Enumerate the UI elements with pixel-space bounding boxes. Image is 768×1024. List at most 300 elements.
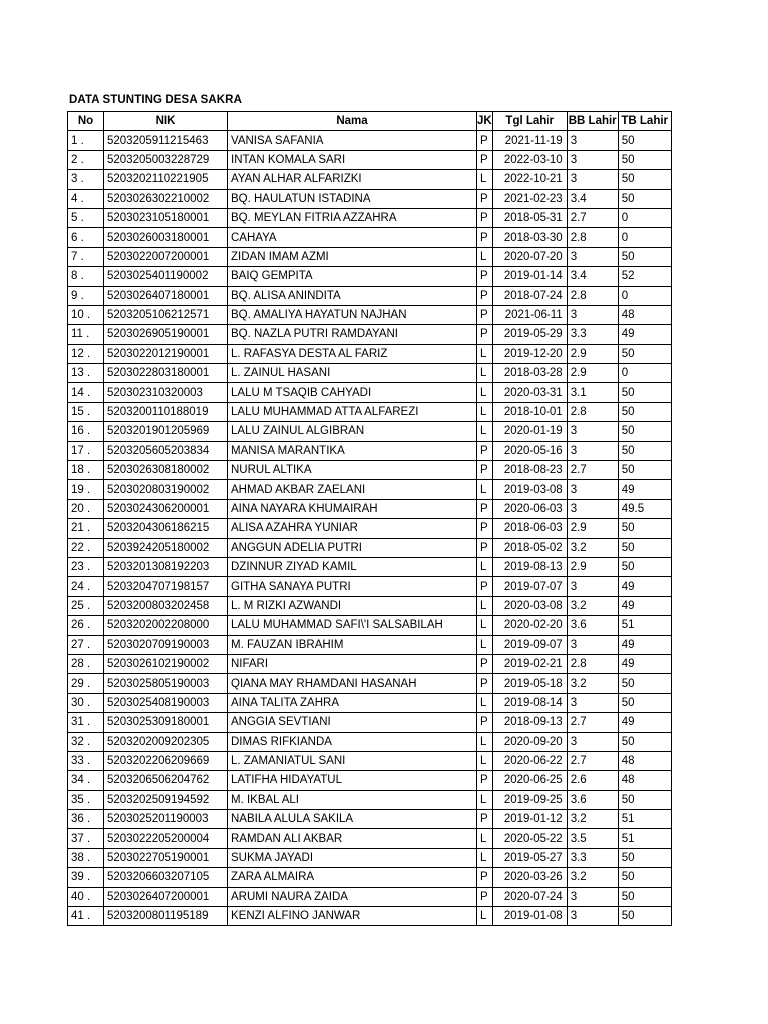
- cell-nik: 5203025805190003: [104, 674, 228, 693]
- cell-nama: AINA TALITA ZAHRA: [228, 693, 477, 712]
- cell-no: 5 .: [68, 208, 104, 227]
- cell-tb-lahir: 51: [618, 829, 671, 848]
- cell-nama: L. ZAMANIATUL SANI: [228, 751, 477, 770]
- table-row: [68, 131, 672, 150]
- cell-nama: NIFARI: [228, 654, 477, 673]
- cell-nik: 5203022205200004: [104, 829, 228, 848]
- cell-jk: L: [477, 422, 493, 441]
- cell-jk: P: [477, 325, 493, 344]
- cell-tgl-lahir: 2019-05-27: [492, 848, 567, 867]
- table-row: [68, 713, 672, 732]
- cell-bb-lahir: 3.2: [567, 596, 618, 615]
- cell-nik: 5203023105180001: [104, 208, 228, 227]
- table-body: [68, 131, 672, 926]
- table-row: [68, 693, 672, 712]
- cell-tgl-lahir: 2020-03-26: [492, 868, 567, 887]
- cell-tgl-lahir: 2021-02-23: [492, 189, 567, 208]
- cell-tb-lahir: 49: [618, 596, 671, 615]
- table-row: [68, 771, 672, 790]
- cell-nik: 5203025201190003: [104, 810, 228, 829]
- cell-jk: P: [477, 208, 493, 227]
- cell-no: 21 .: [68, 519, 104, 538]
- table-row: [68, 790, 672, 809]
- table-row: [68, 228, 672, 247]
- cell-bb-lahir: 3.6: [567, 790, 618, 809]
- cell-nik: 5203202206209669: [104, 751, 228, 770]
- cell-no: 23 .: [68, 557, 104, 576]
- table-row: [68, 461, 672, 480]
- table-row: [68, 305, 672, 324]
- cell-bb-lahir: 3: [567, 170, 618, 189]
- cell-nama: BQ. ALISA ANINDITA: [228, 286, 477, 305]
- cell-nik: 5203022012190001: [104, 344, 228, 363]
- cell-tgl-lahir: 2020-07-24: [492, 887, 567, 906]
- cell-tgl-lahir: 2018-05-02: [492, 538, 567, 557]
- cell-tb-lahir: 0: [618, 286, 671, 305]
- cell-bb-lahir: 3: [567, 693, 618, 712]
- cell-tb-lahir: 50: [618, 189, 671, 208]
- table-row: [68, 577, 672, 596]
- cell-no: 33 .: [68, 751, 104, 770]
- cell-jk: P: [477, 887, 493, 906]
- cell-bb-lahir: 2.8: [567, 402, 618, 421]
- table-row: [68, 868, 672, 887]
- cell-nik: 5203022007200001: [104, 247, 228, 266]
- cell-tgl-lahir: 2020-09-20: [492, 732, 567, 751]
- table-row: [68, 674, 672, 693]
- cell-tb-lahir: 50: [618, 907, 671, 926]
- cell-bb-lahir: 3: [567, 480, 618, 499]
- cell-tgl-lahir: 2018-03-30: [492, 228, 567, 247]
- cell-no: 30 .: [68, 693, 104, 712]
- cell-bb-lahir: 3.3: [567, 848, 618, 867]
- cell-jk: L: [477, 402, 493, 421]
- cell-bb-lahir: 2.8: [567, 654, 618, 673]
- cell-tb-lahir: 51: [618, 616, 671, 635]
- table-row: [68, 383, 672, 402]
- cell-no: 16 .: [68, 422, 104, 441]
- cell-bb-lahir: 3: [567, 131, 618, 150]
- cell-no: 34 .: [68, 771, 104, 790]
- cell-nama: RAMDAN ALI AKBAR: [228, 829, 477, 848]
- cell-tb-lahir: 50: [618, 422, 671, 441]
- table-row: [68, 344, 672, 363]
- cell-bb-lahir: 3: [567, 422, 618, 441]
- cell-tb-lahir: 0: [618, 208, 671, 227]
- table-row: [68, 402, 672, 421]
- cell-tb-lahir: 0: [618, 228, 671, 247]
- cell-tgl-lahir: 2021-11-19: [492, 131, 567, 150]
- cell-bb-lahir: 3.2: [567, 868, 618, 887]
- cell-jk: P: [477, 810, 493, 829]
- cell-tb-lahir: 50: [618, 519, 671, 538]
- cell-tb-lahir: 49: [618, 713, 671, 732]
- cell-tgl-lahir: 2020-06-22: [492, 751, 567, 770]
- cell-nama: AHMAD AKBAR ZAELANI: [228, 480, 477, 499]
- cell-tb-lahir: 50: [618, 170, 671, 189]
- cell-no: 36 .: [68, 810, 104, 829]
- cell-nama: LATIFHA HIDAYATUL: [228, 771, 477, 790]
- cell-nama: ANGGIA SEVTIANI: [228, 713, 477, 732]
- header-tb-lahir: TB Lahir: [618, 112, 671, 131]
- cell-bb-lahir: 3.2: [567, 538, 618, 557]
- cell-nik: 5203026302210002: [104, 189, 228, 208]
- cell-tgl-lahir: 2019-01-14: [492, 267, 567, 286]
- table-row: [68, 480, 672, 499]
- cell-tgl-lahir: 2019-05-18: [492, 674, 567, 693]
- table-row: [68, 887, 672, 906]
- cell-nama: ZIDAN IMAM AZMI: [228, 247, 477, 266]
- cell-no: 7 .: [68, 247, 104, 266]
- document-title: DATA STUNTING DESA SAKRA: [69, 94, 242, 106]
- cell-no: 29 .: [68, 674, 104, 693]
- cell-tb-lahir: 48: [618, 751, 671, 770]
- cell-tgl-lahir: 2021-06-11: [492, 305, 567, 324]
- cell-nama: L. ZAINUL HASANI: [228, 364, 477, 383]
- table-row: [68, 635, 672, 654]
- cell-bb-lahir: 3.4: [567, 267, 618, 286]
- cell-jk: P: [477, 499, 493, 518]
- cell-nama: GITHA SANAYA PUTRI: [228, 577, 477, 596]
- cell-tgl-lahir: 2022-03-10: [492, 150, 567, 169]
- cell-tb-lahir: 50: [618, 674, 671, 693]
- cell-jk: L: [477, 557, 493, 576]
- cell-bb-lahir: 3: [567, 732, 618, 751]
- cell-nama: DIMAS RIFKIANDA: [228, 732, 477, 751]
- cell-tgl-lahir: 2020-02-20: [492, 616, 567, 635]
- cell-jk: L: [477, 693, 493, 712]
- cell-nama: NABILA ALULA SAKILA: [228, 810, 477, 829]
- cell-nik: 5203204306186215: [104, 519, 228, 538]
- cell-no: 14 .: [68, 383, 104, 402]
- cell-bb-lahir: 2.7: [567, 461, 618, 480]
- header-tgl-lahir: Tgl Lahir: [492, 112, 567, 131]
- cell-bb-lahir: 2.7: [567, 208, 618, 227]
- cell-nama: BQ. AMALIYA HAYATUN NAJHAN: [228, 305, 477, 324]
- cell-tgl-lahir: 2018-09-13: [492, 713, 567, 732]
- cell-tb-lahir: 52: [618, 267, 671, 286]
- cell-jk: L: [477, 480, 493, 499]
- cell-jk: P: [477, 228, 493, 247]
- cell-no: 19 .: [68, 480, 104, 499]
- cell-bb-lahir: 3.3: [567, 325, 618, 344]
- table-row: [68, 150, 672, 169]
- table-row: [68, 596, 672, 615]
- table-row: [68, 247, 672, 266]
- table-row: [68, 616, 672, 635]
- cell-tgl-lahir: 2018-05-31: [492, 208, 567, 227]
- cell-tgl-lahir: 2019-05-29: [492, 325, 567, 344]
- cell-no: 12 .: [68, 344, 104, 363]
- cell-nik: 5203201308192203: [104, 557, 228, 576]
- cell-nama: L. RAFASYA DESTA AL FARIZ: [228, 344, 477, 363]
- cell-tb-lahir: 50: [618, 790, 671, 809]
- cell-tgl-lahir: 2019-02-21: [492, 654, 567, 673]
- cell-tgl-lahir: 2020-01-19: [492, 422, 567, 441]
- table-row: [68, 654, 672, 673]
- cell-nik: 5203205605203834: [104, 441, 228, 460]
- cell-tgl-lahir: 2020-06-25: [492, 771, 567, 790]
- cell-tb-lahir: 49: [618, 325, 671, 344]
- cell-tgl-lahir: 2020-05-22: [492, 829, 567, 848]
- header-no: No: [68, 112, 104, 131]
- cell-tgl-lahir: 2019-09-07: [492, 635, 567, 654]
- cell-nik: 5203022705190001: [104, 848, 228, 867]
- cell-tb-lahir: 50: [618, 868, 671, 887]
- table-row: [68, 538, 672, 557]
- table-row: [68, 267, 672, 286]
- cell-tb-lahir: 49: [618, 654, 671, 673]
- cell-tb-lahir: 50: [618, 247, 671, 266]
- cell-no: 27 .: [68, 635, 104, 654]
- cell-no: 3 .: [68, 170, 104, 189]
- cell-no: 13 .: [68, 364, 104, 383]
- cell-tb-lahir: 50: [618, 732, 671, 751]
- header-bb-lahir: BB Lahir: [567, 112, 618, 131]
- cell-bb-lahir: 2.7: [567, 713, 618, 732]
- cell-no: 2 .: [68, 150, 104, 169]
- cell-jk: P: [477, 868, 493, 887]
- stunting-table: [67, 111, 672, 926]
- cell-tgl-lahir: 2020-03-08: [492, 596, 567, 615]
- cell-tgl-lahir: 2018-06-03: [492, 519, 567, 538]
- cell-jk: P: [477, 654, 493, 673]
- cell-tb-lahir: 48: [618, 771, 671, 790]
- cell-jk: P: [477, 286, 493, 305]
- cell-tb-lahir: 50: [618, 887, 671, 906]
- cell-nama: LALU MUHAMMAD ATTA ALFAREZI: [228, 402, 477, 421]
- cell-tgl-lahir: 2018-08-23: [492, 461, 567, 480]
- cell-nik: 5203924205180002: [104, 538, 228, 557]
- cell-no: 39 .: [68, 868, 104, 887]
- cell-nama: MANISA MARANTIKA: [228, 441, 477, 460]
- cell-bb-lahir: 3: [567, 635, 618, 654]
- cell-tb-lahir: 50: [618, 131, 671, 150]
- cell-tb-lahir: 50: [618, 344, 671, 363]
- cell-jk: L: [477, 848, 493, 867]
- cell-nik: 5203026905190001: [104, 325, 228, 344]
- cell-tb-lahir: 50: [618, 693, 671, 712]
- cell-tb-lahir: 50: [618, 848, 671, 867]
- cell-tgl-lahir: 2020-03-31: [492, 383, 567, 402]
- cell-bb-lahir: 3: [567, 441, 618, 460]
- cell-nik: 5203026407180001: [104, 286, 228, 305]
- cell-nama: M. IKBAL ALI: [228, 790, 477, 809]
- cell-nama: AINA NAYARA KHUMAIRAH: [228, 499, 477, 518]
- cell-jk: L: [477, 364, 493, 383]
- table-row: [68, 519, 672, 538]
- cell-jk: L: [477, 383, 493, 402]
- cell-no: 17 .: [68, 441, 104, 460]
- cell-tb-lahir: 48: [618, 305, 671, 324]
- cell-nik: 5203200110188019: [104, 402, 228, 421]
- cell-nama: CAHAYA: [228, 228, 477, 247]
- cell-bb-lahir: 3: [567, 499, 618, 518]
- cell-tgl-lahir: 2020-06-03: [492, 499, 567, 518]
- cell-no: 32 .: [68, 732, 104, 751]
- cell-jk: P: [477, 131, 493, 150]
- cell-nama: BQ. HAULATUN ISTADINA: [228, 189, 477, 208]
- cell-tgl-lahir: 2019-07-07: [492, 577, 567, 596]
- cell-jk: P: [477, 577, 493, 596]
- cell-no: 35 .: [68, 790, 104, 809]
- cell-bb-lahir: 2.9: [567, 519, 618, 538]
- cell-tb-lahir: 50: [618, 150, 671, 169]
- cell-no: 15 .: [68, 402, 104, 421]
- cell-nama: LALU M TSAQIB CAHYADI: [228, 383, 477, 402]
- cell-nik: 5203022803180001: [104, 364, 228, 383]
- cell-jk: L: [477, 732, 493, 751]
- cell-tb-lahir: 49: [618, 480, 671, 499]
- table-row: [68, 325, 672, 344]
- cell-nama: QIANA MAY RHAMDANI HASANAH: [228, 674, 477, 693]
- cell-nama: L. M RIZKI AZWANDI: [228, 596, 477, 615]
- cell-tb-lahir: 51: [618, 810, 671, 829]
- cell-jk: P: [477, 538, 493, 557]
- cell-bb-lahir: 2.9: [567, 364, 618, 383]
- cell-bb-lahir: 2.7: [567, 751, 618, 770]
- table-row: [68, 170, 672, 189]
- cell-no: 1 .: [68, 131, 104, 150]
- cell-nik: 5203200803202458: [104, 596, 228, 615]
- cell-no: 18 .: [68, 461, 104, 480]
- table-row: [68, 286, 672, 305]
- table-row: [68, 557, 672, 576]
- cell-nama: INTAN KOMALA SARI: [228, 150, 477, 169]
- cell-jk: P: [477, 713, 493, 732]
- cell-tgl-lahir: 2020-07-20: [492, 247, 567, 266]
- table-row: [68, 810, 672, 829]
- cell-nik: 520302310320003: [104, 383, 228, 402]
- cell-nik: 5203202110221905: [104, 170, 228, 189]
- cell-tgl-lahir: 2019-09-25: [492, 790, 567, 809]
- cell-nik: 5203205106212571: [104, 305, 228, 324]
- table-row: [68, 732, 672, 751]
- cell-jk: L: [477, 616, 493, 635]
- cell-bb-lahir: 2.8: [567, 286, 618, 305]
- table-row: [68, 499, 672, 518]
- cell-nik: 5203020709190003: [104, 635, 228, 654]
- cell-tgl-lahir: 2019-01-12: [492, 810, 567, 829]
- cell-jk: L: [477, 247, 493, 266]
- cell-no: 9 .: [68, 286, 104, 305]
- cell-nama: AYAN ALHAR ALFARIZKI: [228, 170, 477, 189]
- cell-nama: VANISA SAFANIA: [228, 131, 477, 150]
- cell-bb-lahir: 3.6: [567, 616, 618, 635]
- table-row: [68, 751, 672, 770]
- cell-no: 20 .: [68, 499, 104, 518]
- table-row: [68, 848, 672, 867]
- cell-bb-lahir: 3: [567, 887, 618, 906]
- cell-bb-lahir: 3: [567, 907, 618, 926]
- cell-jk: L: [477, 635, 493, 654]
- cell-tb-lahir: 49.5: [618, 499, 671, 518]
- cell-no: 25 .: [68, 596, 104, 615]
- cell-jk: P: [477, 150, 493, 169]
- cell-jk: L: [477, 907, 493, 926]
- cell-nik: 5203025401190002: [104, 267, 228, 286]
- cell-jk: L: [477, 751, 493, 770]
- cell-tb-lahir: 50: [618, 461, 671, 480]
- cell-nik: 5203026308180002: [104, 461, 228, 480]
- cell-jk: L: [477, 596, 493, 615]
- cell-no: 41 .: [68, 907, 104, 926]
- cell-tgl-lahir: 2018-03-28: [492, 364, 567, 383]
- cell-nik: 5203026407200001: [104, 887, 228, 906]
- cell-bb-lahir: 3: [567, 247, 618, 266]
- cell-nama: LALU MUHAMMAD SAFI\'I SALSABILAH: [228, 616, 477, 635]
- cell-tb-lahir: 50: [618, 538, 671, 557]
- cell-nik: 5203204707198157: [104, 577, 228, 596]
- cell-bb-lahir: 3: [567, 150, 618, 169]
- cell-tb-lahir: 50: [618, 383, 671, 402]
- cell-nik: 5203202509194592: [104, 790, 228, 809]
- table-row: [68, 208, 672, 227]
- cell-nama: SUKMA JAYADI: [228, 848, 477, 867]
- cell-bb-lahir: 3: [567, 577, 618, 596]
- cell-bb-lahir: 3: [567, 305, 618, 324]
- cell-nik: 5203025408190003: [104, 693, 228, 712]
- cell-no: 26 .: [68, 616, 104, 635]
- table-row: [68, 829, 672, 848]
- cell-bb-lahir: 3.2: [567, 674, 618, 693]
- cell-no: 28 .: [68, 654, 104, 673]
- cell-jk: P: [477, 267, 493, 286]
- cell-jk: P: [477, 189, 493, 208]
- cell-jk: L: [477, 790, 493, 809]
- cell-bb-lahir: 3.2: [567, 810, 618, 829]
- table-row: [68, 189, 672, 208]
- cell-nama: BAIQ GEMPITA: [228, 267, 477, 286]
- table-row: [68, 907, 672, 926]
- cell-nama: M. FAUZAN IBRAHIM: [228, 635, 477, 654]
- cell-tgl-lahir: 2019-08-14: [492, 693, 567, 712]
- cell-nik: 5203202009202305: [104, 732, 228, 751]
- cell-nik: 5203020803190002: [104, 480, 228, 499]
- cell-nik: 5203206506204762: [104, 771, 228, 790]
- cell-bb-lahir: 2.6: [567, 771, 618, 790]
- cell-no: 4 .: [68, 189, 104, 208]
- cell-nama: DZINNUR ZIYAD KAMIL: [228, 557, 477, 576]
- cell-jk: L: [477, 344, 493, 363]
- cell-nama: BQ. MEYLAN FITRIA AZZAHRA: [228, 208, 477, 227]
- cell-nama: LALU ZAINUL ALGIBRAN: [228, 422, 477, 441]
- table-row: [68, 441, 672, 460]
- cell-tgl-lahir: 2019-12-20: [492, 344, 567, 363]
- cell-no: 10 .: [68, 305, 104, 324]
- table-header-row: [68, 112, 672, 131]
- cell-nama: ARUMI NAURA ZAIDA: [228, 887, 477, 906]
- cell-bb-lahir: 2.9: [567, 557, 618, 576]
- cell-nama: BQ. NAZLA PUTRI RAMDAYANI: [228, 325, 477, 344]
- cell-tb-lahir: 50: [618, 441, 671, 460]
- cell-nik: 5203206603207105: [104, 868, 228, 887]
- cell-no: 31 .: [68, 713, 104, 732]
- cell-no: 24 .: [68, 577, 104, 596]
- cell-nama: ALISA AZAHRA YUNIAR: [228, 519, 477, 538]
- cell-jk: P: [477, 441, 493, 460]
- cell-nama: ZARA ALMAIRA: [228, 868, 477, 887]
- cell-nik: 5203026102190002: [104, 654, 228, 673]
- header-nama: Nama: [228, 112, 477, 131]
- header-nik: NIK: [104, 112, 228, 131]
- cell-bb-lahir: 2.8: [567, 228, 618, 247]
- cell-nik: 5203200801195189: [104, 907, 228, 926]
- cell-tgl-lahir: 2018-10-01: [492, 402, 567, 421]
- cell-tb-lahir: 50: [618, 557, 671, 576]
- cell-nama: ANGGUN ADELIA PUTRI: [228, 538, 477, 557]
- header-jk: JK: [477, 112, 493, 131]
